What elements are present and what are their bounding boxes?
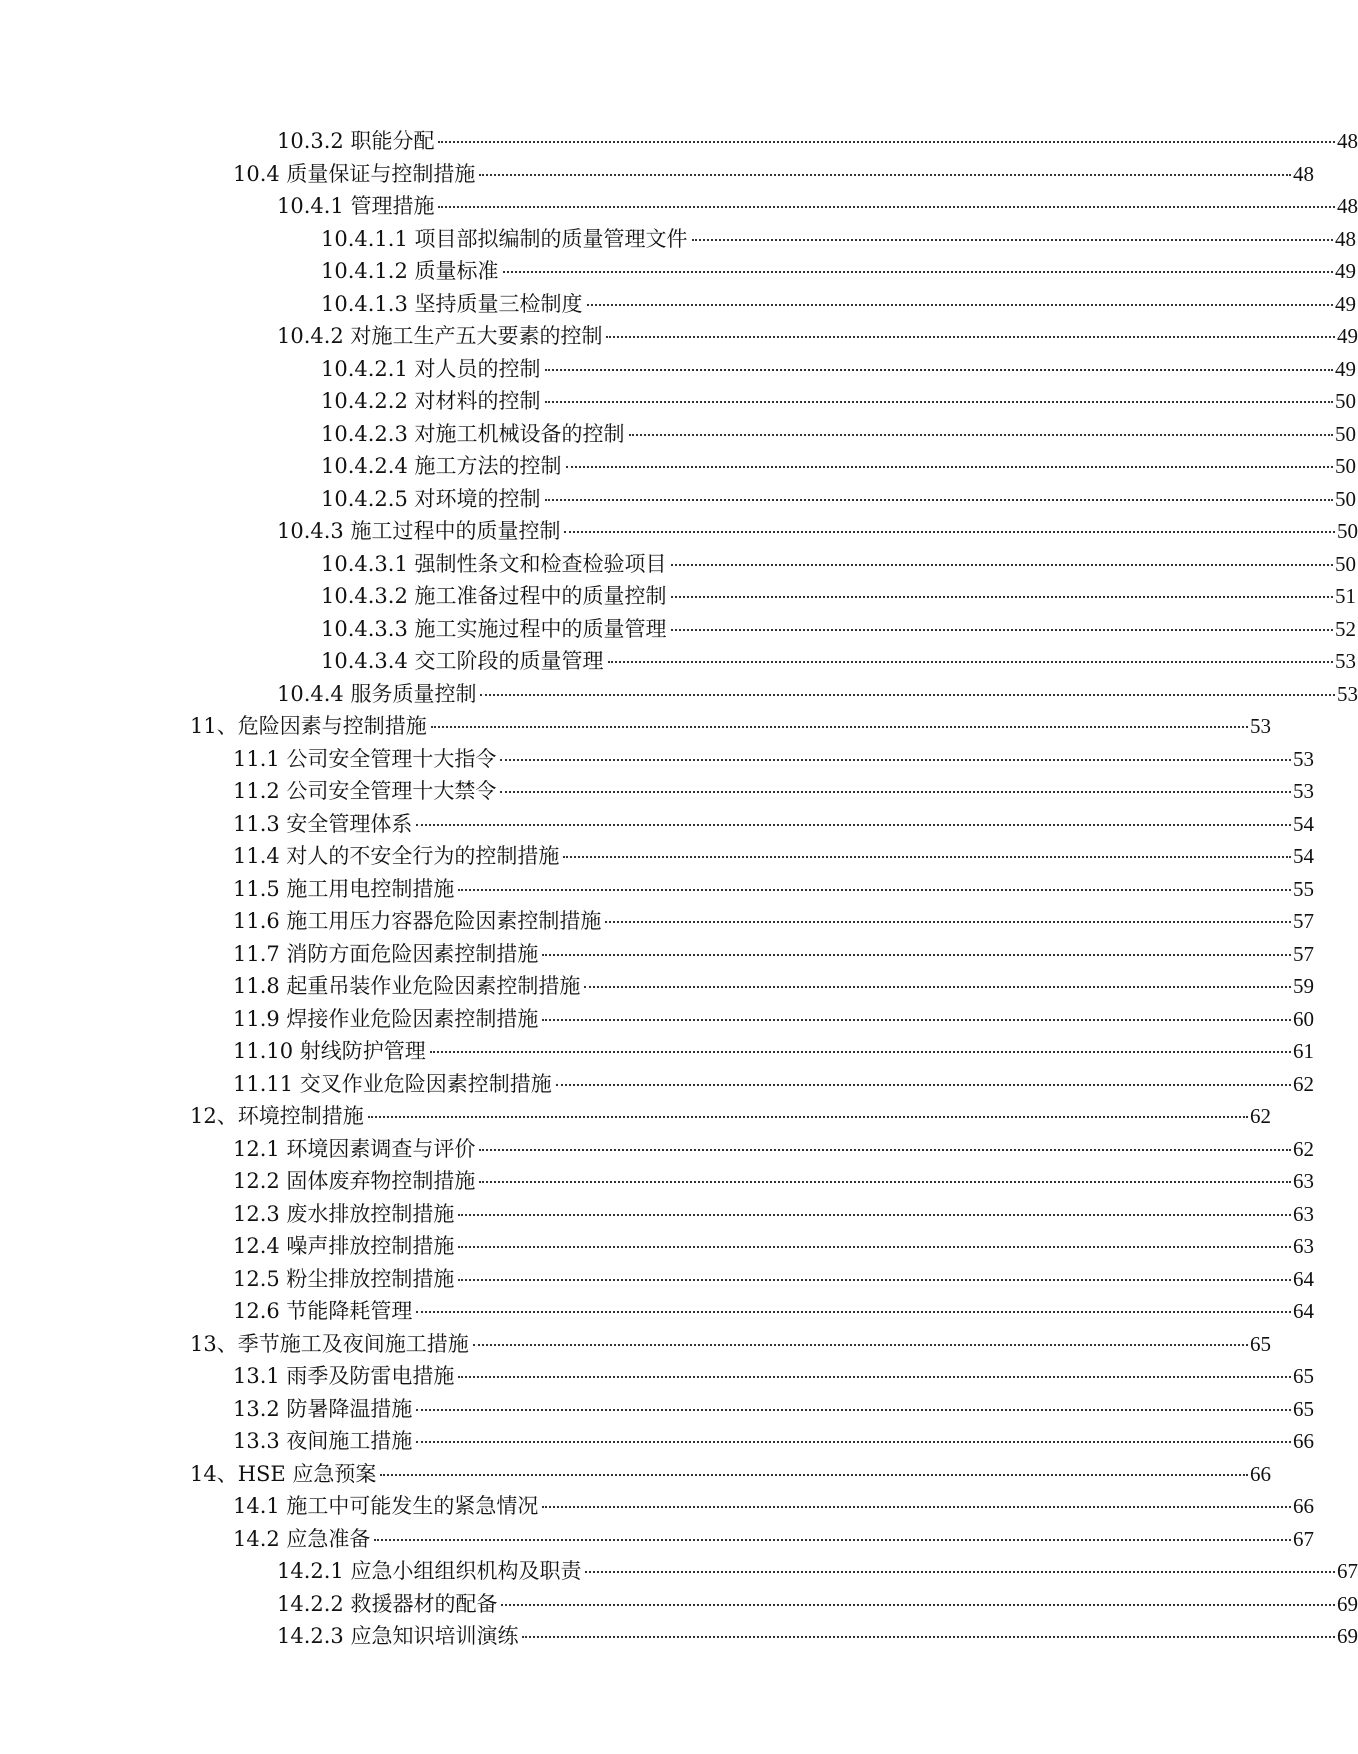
toc-entry[interactable] (0, 255, 1356, 288)
toc-entry[interactable] (0, 1523, 1314, 1556)
dot-leader (671, 596, 1333, 598)
dot-leader (629, 434, 1333, 436)
toc-entry[interactable] (0, 353, 1356, 386)
toc-entry-page-number: 64 (1293, 1299, 1314, 1323)
toc-entry-label: 10.4.3.1 强制性条文和检查检验项目 (321, 551, 667, 576)
toc-entry[interactable] (0, 125, 1358, 158)
toc-entry[interactable] (0, 190, 1358, 223)
toc-entry-page-number: 66 (1293, 1494, 1314, 1518)
toc-entry-label: 10.4.1.2 质量标准 (321, 259, 499, 283)
dot-leader (563, 856, 1291, 858)
dot-leader (473, 1344, 1248, 1346)
dot-leader (671, 564, 1333, 566)
toc-entry-label: 14.1 施工中可能发生的紧急情况 (233, 1494, 539, 1518)
toc-entry-page-number: 50 (1335, 421, 1356, 446)
toc-entry-page-number: 57 (1293, 941, 1314, 966)
toc-entry[interactable] (0, 450, 1356, 483)
toc-entry-label: 11.2 公司安全管理十大禁令 (233, 779, 497, 803)
toc-entry-page-number: 53 (1293, 746, 1314, 771)
dot-leader (501, 1604, 1335, 1606)
toc-entry-page-number: 69 (1337, 1624, 1358, 1648)
toc-entry-page-number: 51 (1335, 584, 1356, 608)
toc-entry[interactable] (0, 1458, 1271, 1491)
dot-leader (608, 661, 1333, 663)
toc-entry-label: 10.4.3.2 施工准备过程中的质量控制 (321, 584, 667, 608)
toc-entry-label: 14.2.2 救援器材的配备 (277, 1591, 498, 1616)
toc-entry-page-number: 53 (1293, 779, 1314, 803)
toc-entry-page-number: 64 (1293, 1266, 1314, 1291)
toc-entry-page-number: 49 (1335, 291, 1356, 316)
toc-entry-label: 10.4.2.3 对施工机械设备的控制 (321, 421, 625, 446)
toc-entry-label: 12.2 固体废弃物控制措施 (233, 1169, 476, 1193)
toc-entry-label: 10.4.2.2 对材料的控制 (321, 389, 541, 413)
toc-entry-label: 11、危险因素与控制措施 (190, 714, 427, 738)
toc-entry-page-number: 66 (1293, 1429, 1314, 1453)
dot-leader (542, 954, 1291, 956)
toc-entry[interactable] (0, 678, 1358, 711)
toc-entry-page-number: 63 (1293, 1201, 1314, 1226)
toc-entry[interactable] (0, 320, 1358, 353)
table-of-contents (0, 125, 1358, 1653)
toc-entry[interactable] (0, 1295, 1314, 1328)
toc-entry[interactable] (0, 840, 1314, 873)
toc-entry-label: 12.5 粉尘排放控制措施 (233, 1266, 455, 1291)
dot-leader (556, 1084, 1291, 1086)
dot-leader (416, 1311, 1291, 1313)
toc-entry[interactable] (0, 385, 1356, 418)
toc-entry-label: 10.4.2 对施工生产五大要素的控制 (277, 324, 603, 348)
dot-leader (374, 1539, 1291, 1541)
toc-entry[interactable] (0, 483, 1356, 516)
dot-leader (479, 1149, 1291, 1151)
toc-entry-label: 11.3 安全管理体系 (233, 811, 413, 836)
toc-entry[interactable] (0, 1003, 1314, 1036)
toc-entry[interactable] (0, 613, 1356, 646)
dot-leader (458, 1279, 1291, 1281)
toc-entry-page-number: 48 (1337, 194, 1358, 218)
toc-entry-label: 11.1 公司安全管理十大指令 (233, 746, 497, 771)
toc-entry[interactable] (0, 1198, 1314, 1231)
dot-leader (458, 1376, 1291, 1378)
toc-entry[interactable] (0, 775, 1314, 808)
dot-leader (458, 1214, 1291, 1216)
toc-entry-page-number: 48 (1337, 129, 1358, 153)
toc-entry-label: 12、环境控制措施 (190, 1104, 364, 1128)
toc-entry-page-number: 49 (1335, 259, 1356, 283)
toc-entry-page-number: 67 (1293, 1526, 1314, 1551)
dot-leader (522, 1636, 1335, 1638)
dot-leader (479, 1181, 1291, 1183)
toc-entry-label: 14.2 应急准备 (233, 1526, 371, 1551)
toc-entry[interactable] (0, 580, 1356, 613)
toc-entry-page-number: 54 (1293, 811, 1314, 836)
toc-entry-label: 12.4 噪声排放控制措施 (233, 1234, 455, 1258)
toc-entry-label: 14.2.3 应急知识培训演练 (277, 1624, 519, 1648)
toc-entry[interactable] (0, 710, 1271, 743)
toc-entry-page-number: 65 (1293, 1364, 1314, 1388)
toc-entry[interactable] (0, 1620, 1358, 1653)
toc-entry[interactable] (0, 418, 1356, 451)
toc-entry-label: 10.4.2.4 施工方法的控制 (321, 454, 562, 478)
toc-entry-label: 13、季节施工及夜间施工措施 (190, 1331, 469, 1356)
toc-entry[interactable] (0, 905, 1314, 938)
toc-entry-page-number: 53 (1337, 681, 1358, 706)
dot-leader (585, 1571, 1335, 1573)
toc-entry-page-number: 53 (1250, 714, 1271, 738)
dot-leader (606, 336, 1335, 338)
toc-entry-page-number: 65 (1250, 1331, 1271, 1356)
toc-entry-page-number: 50 (1337, 519, 1358, 543)
dot-leader (500, 791, 1291, 793)
toc-entry-page-number: 62 (1293, 1136, 1314, 1161)
dot-leader (566, 466, 1333, 468)
toc-entry[interactable] (0, 548, 1356, 581)
toc-entry-label: 10.4.3.3 施工实施过程中的质量管理 (321, 616, 667, 641)
toc-entry-label: 12.6 节能降耗管理 (233, 1299, 413, 1323)
toc-entry-page-number: 48 (1293, 161, 1314, 186)
dot-leader (438, 141, 1335, 143)
dot-leader (671, 629, 1333, 631)
toc-entry[interactable] (0, 1035, 1314, 1068)
toc-entry-label: 10.4 质量保证与控制措施 (233, 161, 476, 186)
dot-leader (368, 1116, 1248, 1118)
dot-leader (605, 921, 1291, 923)
toc-entry-page-number: 66 (1250, 1461, 1271, 1486)
toc-entry[interactable] (0, 223, 1356, 256)
toc-entry[interactable] (0, 515, 1358, 548)
toc-entry[interactable] (0, 1555, 1358, 1588)
toc-entry-label: 11.4 对人的不安全行为的控制措施 (233, 844, 560, 868)
toc-entry-label: 11.7 消防方面危险因素控制措施 (233, 941, 539, 966)
toc-entry-page-number: 69 (1337, 1591, 1358, 1616)
toc-entry[interactable] (0, 1360, 1314, 1393)
toc-entry-label: 10.4.3.4 交工阶段的质量管理 (321, 649, 604, 673)
toc-entry-page-number: 62 (1293, 1071, 1314, 1096)
toc-entry-label: 11.8 起重吊装作业危险因素控制措施 (233, 974, 581, 998)
toc-entry-page-number: 61 (1293, 1039, 1314, 1063)
toc-entry[interactable] (0, 1328, 1271, 1361)
toc-entry[interactable] (0, 1165, 1314, 1198)
dot-leader (545, 499, 1333, 501)
toc-entry-page-number: 54 (1293, 844, 1314, 868)
dot-leader (584, 986, 1291, 988)
dot-leader (431, 726, 1248, 728)
dot-leader (479, 174, 1291, 176)
toc-entry[interactable] (0, 808, 1314, 841)
toc-entry-label: 11.5 施工用电控制措施 (233, 876, 455, 901)
toc-entry-label: 14、HSE 应急预案 (190, 1461, 377, 1486)
toc-entry[interactable] (0, 1100, 1271, 1133)
toc-entry-label: 10.4.2.5 对环境的控制 (321, 486, 541, 511)
toc-entry-label: 13.2 防暑降温措施 (233, 1396, 413, 1421)
toc-entry-page-number: 67 (1337, 1559, 1358, 1583)
dot-leader (587, 304, 1333, 306)
toc-entry-label: 10.4.1.1 项目部拟编制的质量管理文件 (321, 226, 688, 251)
toc-entry-label: 10.4.4 服务质量控制 (277, 681, 477, 706)
toc-entry-page-number: 55 (1293, 876, 1314, 901)
dot-leader (542, 1019, 1291, 1021)
dot-leader (458, 1246, 1291, 1248)
dot-leader (542, 1506, 1291, 1508)
toc-entry-label: 11.6 施工用压力容器危险因素控制措施 (233, 909, 602, 933)
toc-entry[interactable] (0, 970, 1314, 1003)
toc-entry-page-number: 49 (1335, 356, 1356, 381)
toc-entry-label: 10.4.1 管理措施 (277, 194, 435, 218)
dot-leader (416, 1441, 1291, 1443)
dot-leader (416, 1409, 1291, 1411)
dot-leader (416, 824, 1291, 826)
toc-entry-label: 13.1 雨季及防雷电措施 (233, 1364, 455, 1388)
toc-entry-label: 11.9 焊接作业危险因素控制措施 (233, 1006, 539, 1031)
toc-entry-label: 12.1 环境因素调查与评价 (233, 1136, 476, 1161)
toc-entry[interactable] (0, 1068, 1314, 1101)
dot-leader (380, 1474, 1248, 1476)
toc-entry[interactable] (0, 1490, 1314, 1523)
dot-leader (692, 239, 1333, 241)
dot-leader (545, 401, 1333, 403)
toc-entry-page-number: 49 (1337, 324, 1358, 348)
toc-entry[interactable] (0, 873, 1314, 906)
toc-entry-label: 10.3.2 职能分配 (277, 129, 435, 153)
toc-entry-page-number: 53 (1335, 649, 1356, 673)
toc-entry-page-number: 52 (1335, 616, 1356, 641)
dot-leader (438, 206, 1335, 208)
toc-entry-label: 10.4.3 施工过程中的质量控制 (277, 519, 561, 543)
toc-entry-page-number: 65 (1293, 1396, 1314, 1421)
toc-entry-label: 11.10 射线防护管理 (233, 1039, 426, 1063)
toc-entry-page-number: 48 (1335, 226, 1356, 251)
toc-entry[interactable] (0, 1425, 1314, 1458)
toc-entry-page-number: 63 (1293, 1169, 1314, 1193)
dot-leader (430, 1051, 1291, 1053)
dot-leader (500, 759, 1291, 761)
toc-entry-label: 10.4.2.1 对人员的控制 (321, 356, 541, 381)
toc-entry-label: 10.4.1.3 坚持质量三检制度 (321, 291, 583, 316)
toc-entry-label: 13.3 夜间施工措施 (233, 1429, 413, 1453)
toc-entry[interactable] (0, 645, 1356, 678)
dot-leader (458, 889, 1291, 891)
toc-entry[interactable] (0, 1393, 1314, 1426)
toc-entry[interactable] (0, 1230, 1314, 1263)
toc-entry-page-number: 50 (1335, 454, 1356, 478)
toc-entry[interactable] (0, 1263, 1314, 1296)
toc-entry[interactable] (0, 1133, 1314, 1166)
toc-entry[interactable] (0, 743, 1314, 776)
dot-leader (545, 369, 1333, 371)
toc-entry-page-number: 50 (1335, 486, 1356, 511)
dot-leader (480, 694, 1335, 696)
toc-entry-page-number: 50 (1335, 551, 1356, 576)
toc-entry-label: 12.3 废水排放控制措施 (233, 1201, 455, 1226)
toc-entry[interactable] (0, 1588, 1358, 1621)
toc-entry-page-number: 62 (1250, 1104, 1271, 1128)
dot-leader (503, 271, 1333, 273)
toc-entry-page-number: 59 (1293, 974, 1314, 998)
toc-entry-page-number: 50 (1335, 389, 1356, 413)
dot-leader (564, 531, 1335, 533)
toc-entry[interactable] (0, 158, 1314, 191)
toc-entry-label: 14.2.1 应急小组组织机构及职责 (277, 1559, 582, 1583)
toc-entry-page-number: 63 (1293, 1234, 1314, 1258)
toc-entry[interactable] (0, 938, 1314, 971)
toc-entry-page-number: 60 (1293, 1006, 1314, 1031)
toc-entry[interactable] (0, 288, 1356, 321)
toc-entry-label: 11.11 交叉作业危险因素控制措施 (233, 1071, 552, 1096)
toc-entry-page-number: 57 (1293, 909, 1314, 933)
